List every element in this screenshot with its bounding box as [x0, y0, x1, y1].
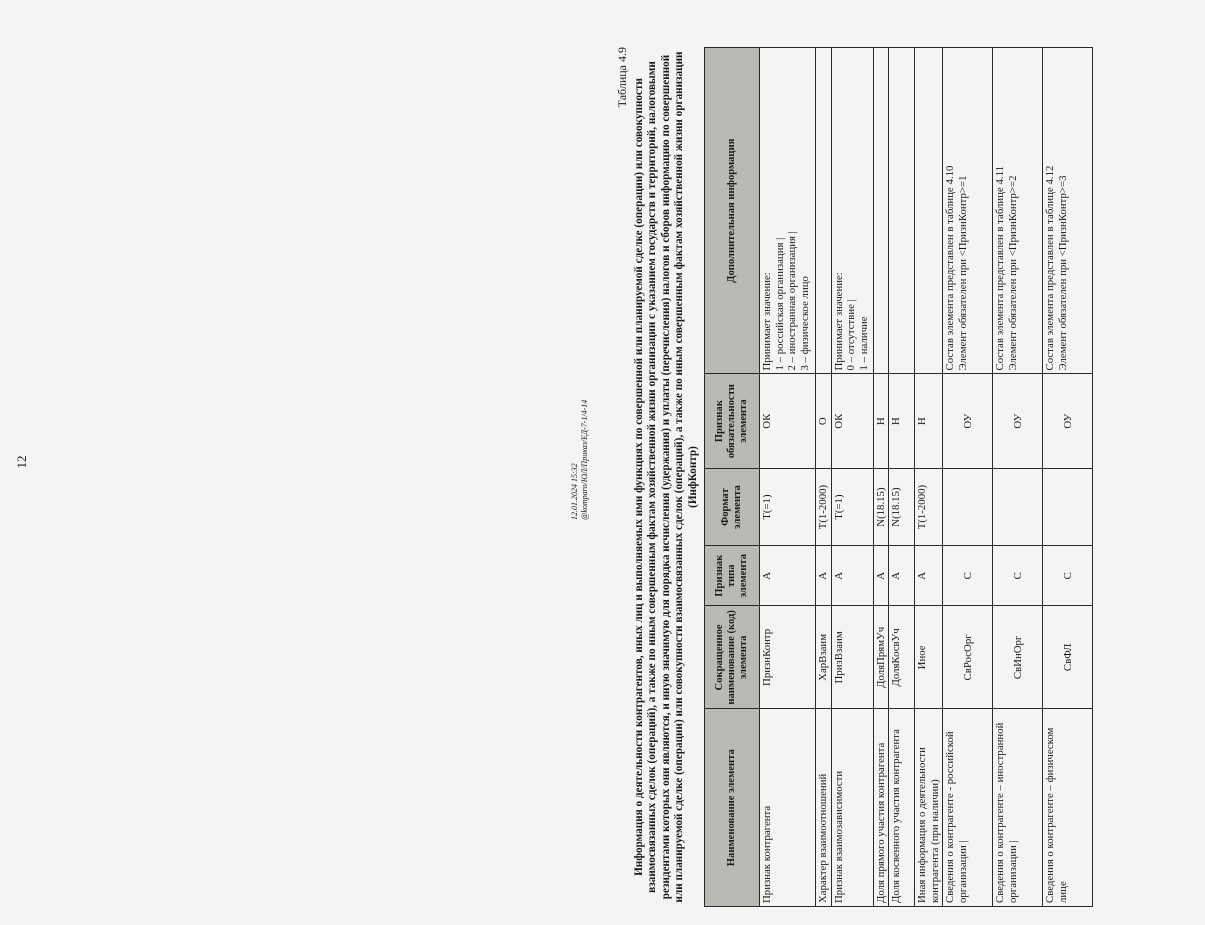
table-row	[993, 48, 1043, 907]
element-format-cell: N(18.15)	[889, 468, 915, 545]
element-info-cell: Принимает значение: 0 – отсутствие | 1 – наличие	[831, 48, 873, 374]
element-required-cell: ОК	[760, 374, 816, 468]
table-row	[760, 48, 816, 907]
element-type-cell: А	[873, 546, 889, 606]
element-required-cell: ОУ	[993, 374, 1043, 468]
element-code-cell: ХарВзаим	[816, 606, 832, 709]
header-cell: Признак типа элемента	[705, 546, 760, 606]
element-required-cell: Н	[873, 374, 889, 468]
element-info-cell	[816, 48, 832, 374]
element-type-cell: А	[760, 546, 816, 606]
header-cell: Формат элемента	[705, 468, 760, 545]
table-row	[831, 48, 873, 907]
element-info-cell	[889, 48, 915, 374]
element-format-cell: T(=1)	[831, 468, 873, 545]
element-code-cell: Иное	[915, 606, 943, 709]
page-number: 12	[14, 455, 29, 469]
table-label: Таблица 4.9	[615, 47, 629, 108]
element-info-cell	[873, 48, 889, 374]
table-row	[873, 48, 889, 907]
element-name-cell: Признак взаимозависимости	[831, 709, 873, 907]
element-name-cell: Сведения о контрагенте - российской организации |	[943, 709, 993, 907]
element-name-cell: Сведения о контрагенте – иностранной организации |	[993, 709, 1043, 907]
element-name-cell: Признак контрагента	[760, 709, 816, 907]
footer-line: @komparo/ЮЛ/Приказ/ЕД-7-1/4-14	[580, 399, 589, 520]
element-type-cell: А	[831, 546, 873, 606]
element-required-cell: ОК	[831, 374, 873, 468]
element-type-cell: А	[889, 546, 915, 606]
element-format-cell	[1043, 468, 1093, 545]
element-name-cell: Доля косвенного участия контрагента	[889, 709, 915, 907]
element-type-cell: С	[993, 546, 1043, 606]
header-cell: Сокращенное наименование (код) элемента	[705, 606, 760, 709]
element-format-cell: N(18.15)	[873, 468, 889, 545]
element-code-cell: ПризВзаим	[831, 606, 873, 709]
element-code-cell: ДоляПрямУч	[873, 606, 889, 709]
table-row	[915, 48, 943, 907]
footer-line: 12.01.2024 15:32	[570, 463, 579, 520]
element-info-cell: Состав элемента представлен в таблице 4.12 Элемент обязателен при <ПризнКонтр>=3	[1043, 48, 1093, 374]
table-title: Информация о деятельности контрагентов, иных лиц и выполняемых ими функциях по совершенной или планируемой сделке (операции) или совокупности взаимосвязанных сделок (операций), а также по иным совершенным фактам хозяйственной жизни организации с указанием государств и территорий, налоговыми резидентами которых они являются, и иную значимую для порядка исчисления (удержания) и уплаты (перечисления) налогов и сборов информацию по совершенной или планируемой сделке (операции) или совокупности взаимосвязанных сделок (операций), а также по иным совершенным фактам хозяйственной жизни организации (ИнфКонтр)	[633, 51, 699, 903]
element-code-cell: ПризнКонтр	[760, 606, 816, 709]
element-info-cell: Состав элемента представлен в таблице 4.11 Элемент обязателен при <ПризнКонтр>=2	[993, 48, 1043, 374]
header-cell: Признак обязательности элемента	[705, 374, 760, 468]
element-code-cell: ДоляКосвУч	[889, 606, 915, 709]
footer-stamp	[570, 180, 590, 520]
element-info-cell	[915, 48, 943, 374]
element-format-cell	[993, 468, 1043, 545]
element-code-cell: СвРосОрг	[943, 606, 993, 709]
element-required-cell: Н	[889, 374, 915, 468]
rotated-content	[615, 47, 1205, 907]
element-format-cell: T(1-2000)	[915, 468, 943, 545]
element-format-cell: T(=1)	[760, 468, 816, 545]
table-row	[1043, 48, 1093, 907]
element-type-cell: С	[943, 546, 993, 606]
table-row	[943, 48, 993, 907]
element-code-cell: СвФЛ	[1043, 606, 1093, 709]
element-format-cell: T(1-2000)	[816, 468, 832, 545]
element-name-cell: Сведения о контрагенте – физическом лице	[1043, 709, 1093, 907]
element-info-cell: Принимает значение: 1 – российская организация | 2 – иностранная организация | 3 – физическое лицо	[760, 48, 816, 374]
header-cell: Дополнительная информация	[705, 48, 760, 374]
table-row	[889, 48, 915, 907]
table-row	[816, 48, 832, 907]
element-name-cell: Доля прямого участия контрагента	[873, 709, 889, 907]
element-type-cell: А	[915, 546, 943, 606]
element-info-cell: Состав элемента представлен в таблице 4.10 Элемент обязателен при <ПризнКонтр>=1	[943, 48, 993, 374]
elements-table	[704, 47, 1093, 907]
element-format-cell	[943, 468, 993, 545]
header-row	[705, 48, 760, 907]
element-code-cell: СвИнОрг	[993, 606, 1043, 709]
element-type-cell: С	[1043, 546, 1093, 606]
element-name-cell: Характер взаимоотношений	[816, 709, 832, 907]
element-required-cell: Н	[915, 374, 943, 468]
element-required-cell: ОУ	[943, 374, 993, 468]
header-cell: Наименование элемента	[705, 709, 760, 907]
element-required-cell: О	[816, 374, 832, 468]
element-required-cell: ОУ	[1043, 374, 1093, 468]
element-type-cell: А	[816, 546, 832, 606]
element-name-cell: Иная информация о деятельности контрагента (при наличии)	[915, 709, 943, 907]
